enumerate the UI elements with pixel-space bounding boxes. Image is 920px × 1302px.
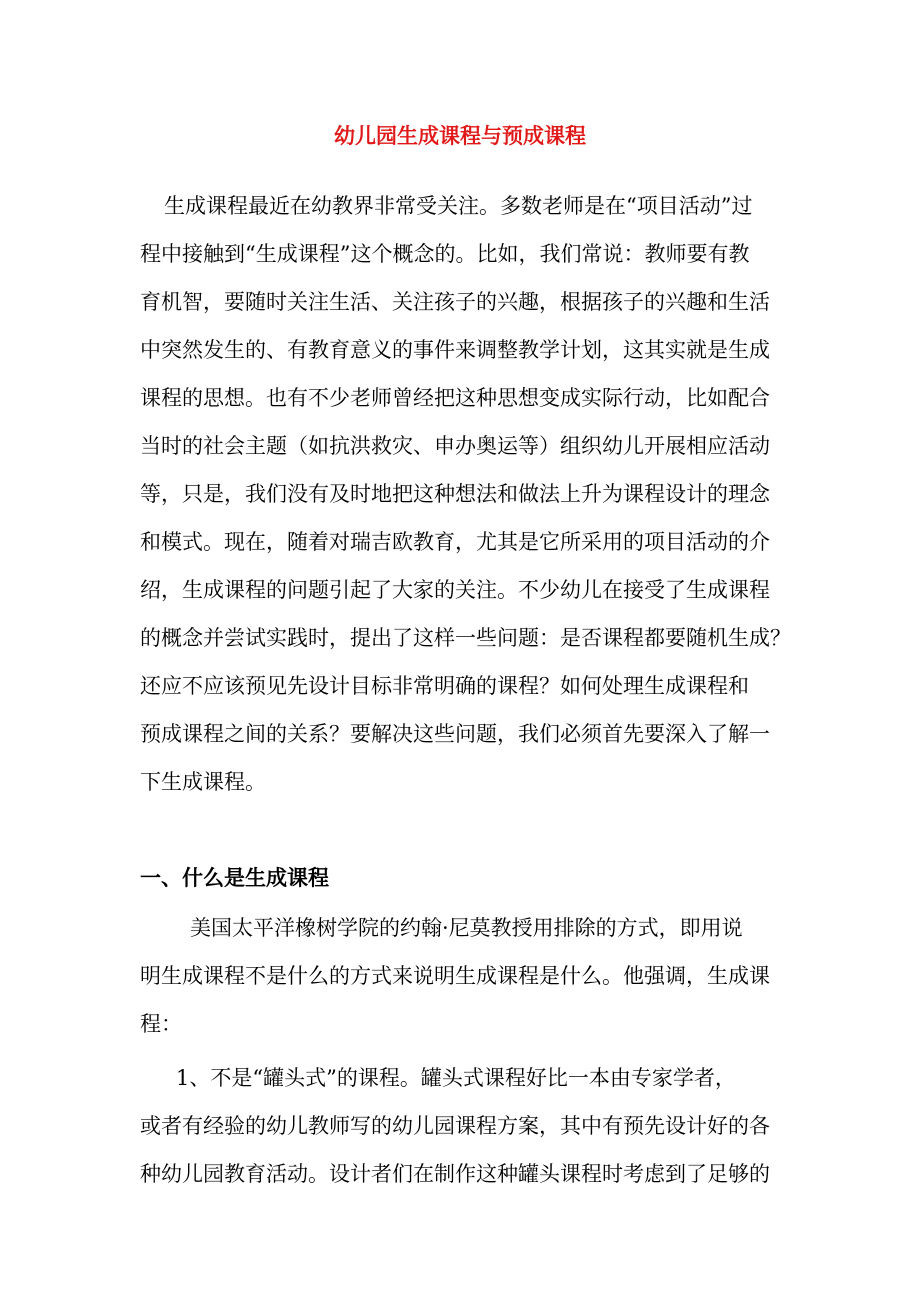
point1-line: 1、不是“罐头式”的课程。罐头式课程好比一本由专家学者，: [176, 1066, 736, 1090]
intro-line: 生成课程最近在幼教界非常受关注。多数老师是在“项目活动”过: [164, 194, 753, 218]
section1-line: 美国太平洋橡树学院的约翰·尼莫教授用排除的方式，即用说: [190, 916, 743, 940]
intro-line: 的概念并尝试实践时，提出了这样一些问题：是否课程都要随机生成？: [140, 626, 791, 650]
intro-line: 等，只是，我们没有及时地把这种想法和做法上升为课程设计的理念: [140, 482, 770, 506]
section-heading: 一、什么是生成课程: [140, 865, 329, 890]
intro-line: 预成课程之间的关系？要解决这些问题，我们必须首先要深入了解一: [140, 722, 770, 746]
point1-line: 种幼儿园教育活动。设计者们在制作这种罐头课程时考虑到了足够的: [140, 1162, 770, 1186]
point1-line: 或者有经验的幼儿教师写的幼儿园课程方案，其中有预先设计好的各: [140, 1114, 770, 1138]
document-title: 幼儿园生成课程与预成课程: [334, 123, 586, 148]
intro-line: 中突然发生的、有教育意义的事件来调整教学计划，这其实就是生成: [140, 338, 770, 362]
intro-line: 当时的社会主题（如抗洪救灾、申办奥运等）组织幼儿开展相应活动: [140, 434, 770, 458]
intro-line: 程中接触到“生成课程”这个概念的。比如，我们常说：教师要有教: [140, 242, 750, 266]
intro-line: 和模式。现在，随着对瑞吉欧教育，尤其是它所采用的项目活动的介: [140, 530, 770, 554]
intro-line: 绍，生成课程的问题引起了大家的关注。不少幼儿在接受了生成课程: [140, 578, 770, 602]
intro-line: 下生成课程。: [140, 770, 266, 794]
section1-line: 明生成课程不是什么的方式来说明生成课程是什么。他强调，生成课: [140, 964, 770, 988]
intro-line: 育机智，要随时关注生活、关注孩子的兴趣，根据孩子的兴趣和生活: [140, 290, 770, 314]
intro-line: 还应不应该预见先设计目标非常明确的课程？如何处理生成课程和: [140, 674, 749, 698]
section1-line: 程：: [140, 1012, 182, 1036]
intro-line: 课程的思想。也有不少老师曾经把这种思想变成实际行动，比如配合: [140, 386, 770, 410]
